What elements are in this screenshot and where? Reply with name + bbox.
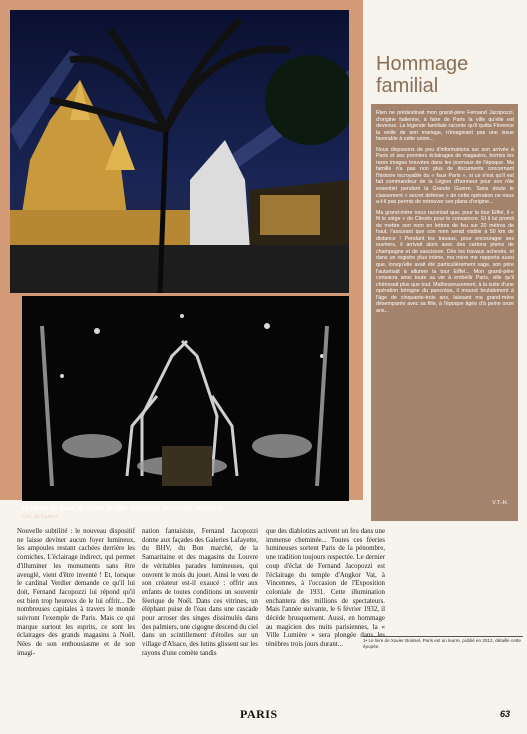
- article-column-3: que des diablotins activent un feu dans une immense cheminée... Toutes ces féeries lumineuses sortent Paris de la pénombre, une tradition toujours respectée. Le dernier coup d'éclat de Fernand Jacopozzi est l'éclairage du temple d'Angkor Vat, à Vincennes, à l'occasion de l'Exposition coloniale de 1931. Cette illumination enchantera des millions de spectateurs. Mais l'année suivante, le 6 février 1932, il décède brusquement. Aussi, en hommage au magicien des nuits parisiennes, la « Ville Lumière » sera plongée dans les ténèbres trois jours durant...: [266, 528, 385, 649]
- footnote-divider: [363, 636, 523, 637]
- caption-credit: Coll. de l'auteur.: [22, 514, 60, 520]
- caption-text: Illumination de Fernand Jacopozzi.: [128, 506, 223, 512]
- sidebar-paragraph-3: Ma grand-mère nous racontait que, pour la tour Eiffel, il « fit le siège » de Citroën pour le convaincre. Et il lui promit de mettre son nom en lettres de feu sur 20 mètres de haut, l'assurant que son nom serait visible à 50 km de distance ! Pendant les travaux, pour encourager ses ouvriers, il arrivait alors avec des cartons pleins de champagne et de saucisson. Dès les travaux achevés, et dans un registre plus intime, ma mère me rapporta aussi que, lorsqu'elle avait été particulièrement sage, son père l'autorisait à allumer la tour Eiffel... Mon grand-père consacra ainsi toute sa vie à embellir Paris, ville qu'il chérissait plus que tout. Malheureusement, à la suite d'une opération bénigne du pancréas, il mourut brutalement à l'âge de cinquante-trois ans, laissant ma grand-mère désemparée avec sa fille, à l'époque âgée d'à peine onze ans...: [376, 209, 514, 314]
- sidebar-title: Hommage familial: [376, 53, 469, 97]
- paris-logo: PARIS: [240, 707, 278, 721]
- angkor-temple-photo: [10, 10, 349, 293]
- article-column-2: nation fantaisiste, Fernand Jacopozzi donne aux façades des Galeries Lafayette, du BHV, du Bon marché, de la Samaritaine et des magasins du Louvre de véritables parades lumineuses, qui ouvrent le mois du jouet. Ainsi le vœu de son créateur est-il exaucé : offrir aux enfants de toutes conditions un souvenir féerique de Noël. Dans ces vitrines, un éléphant puise de l'eau dans une cascade pour arroser des singes dissimulés dans des palmiers, une cigogne descend du ciel dans un scintillement d'étoiles sur un village d'Alsace, des lutins glissent sur les rayons d'une comète tandis: [142, 528, 258, 657]
- caption-title: La vitrine du Bazar de l'Hôtel de Ville.: [22, 506, 129, 512]
- sidebar-paragraph-2: Nous disposons de peu d'informations sur son arrivée à Paris et ses premiers éclairages de magasins, hormis les rares images trouvées dans les journaux de l'époque. Ma famille n'a pas non plus de documents concernant l'histoire incroyable du « faux Paris », si ce n'est qu'il est fait commandeur de la Légion d'honneur pour son rôle essentiel pendant la Grande Guerre. Sans doute le classement « secret défense » de cette opération ne nous a-t-il pas permis de retrouver ses plans d'origine...: [376, 146, 514, 206]
- sidebar-paragraph-1: Rien ne prédestinait mon grand-père Fernand Jacopozzi, d'origine italienne, à faire de Paris la ville qu'elle est devenue. La légende familiale raconte qu'il quitta Florence la veille de son mariage, n'imaginant pas une issue favorable à cette union...: [376, 110, 514, 143]
- sidebar-signature: V.T.-H.: [492, 500, 508, 507]
- article-column-1: Nouvelle subtilité : le nouveau dispositif ne laisse deviner aucun foyer lumineux, les ampoules restant cachées derrière les corniches. L'éclairage indirect, qui permet d'illuminer les monuments sans être aveuglé, vient d'être inventé ! Et, lorsque le cardinal Verdier demande ce qu'il lui doit, Fernand Jacopozzi lui répond qu'il est bien trop heureux de le lui offrir... De nombreuses capitales à travers le monde suivront l'exemple de Paris. Mais ce qui marque surtout les esprits, ce sont les éclairages des grands magasins à Noël. Nées de son enthousiasme et de son imagi-: [17, 528, 135, 657]
- giraffe-window-photo: [22, 296, 349, 501]
- page-number: 63: [500, 709, 511, 719]
- sidebar-box: [371, 104, 518, 521]
- footnote: 1• Le livre de Xavier Boissel, Paris est un leurre, publié en 2012, détaille cette épopée.: [363, 638, 521, 649]
- photo-caption: [22, 505, 349, 529]
